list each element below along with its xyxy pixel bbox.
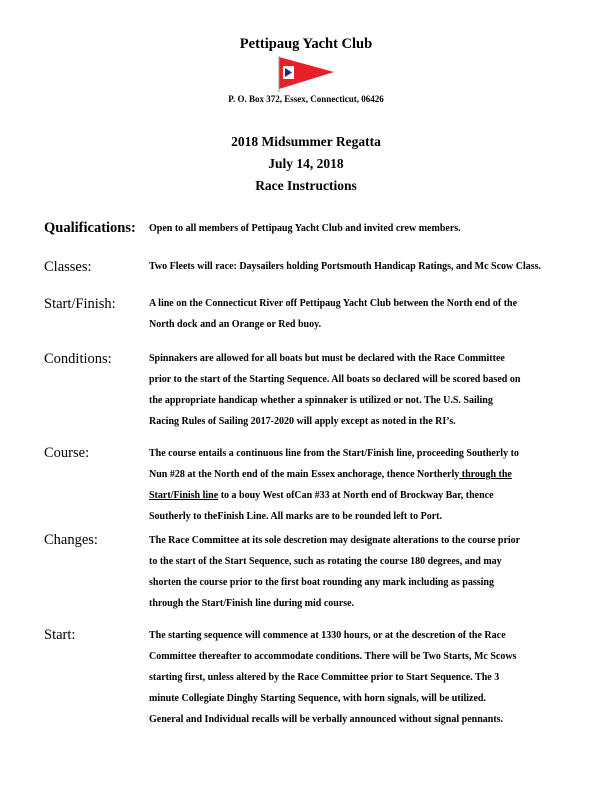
qualifications-line: Open to all members of Pettipaug Yacht Club and invited crew members. — [149, 223, 461, 234]
course-line-segment: to a bouy West ofCan #33 at North end of Brockway Bar, thence — [218, 490, 494, 501]
pennant-flag-icon — [277, 56, 335, 92]
start-line: Committee thereafter to accommodate conditions. There will be Two Starts, Mc Scows — [149, 651, 517, 662]
qualifications-text — [149, 218, 579, 239]
course-underlined-segment: through the — [459, 469, 512, 480]
conditions-label: Conditions: — [44, 351, 112, 367]
conditions-line: Spinnakers are allowed for all boats but must be declared with the Race Committee — [149, 353, 505, 364]
course-line — [149, 464, 579, 485]
changes-text — [149, 530, 579, 614]
changes-line: shorten the course prior to the first boat rounding any mark including as passing — [149, 577, 494, 588]
conditions-text — [149, 348, 579, 432]
course-text — [149, 443, 579, 527]
start-finish-line: A line on the Connecticut River off Pettipaug Yacht Club between the North end of the — [149, 298, 518, 309]
qualifications-label: Qualifications: — [44, 220, 136, 236]
start-finish-label: Start/Finish: — [44, 296, 116, 312]
course-line-segment: Nun #28 at the North end of the main Essex anchorage, thence Northerly — [149, 469, 460, 480]
changes-line: to the start of the Start Sequence, such as rotating the course 180 degrees, and may — [149, 556, 502, 567]
course-line: The course entails a continuous line from the Start/Finish line, proceeding Southerly to — [149, 448, 519, 459]
start-text — [149, 625, 579, 730]
changes-label: Changes: — [44, 532, 98, 548]
start-finish-text — [149, 293, 579, 335]
changes-line: through the Start/Finish line during mid course. — [149, 598, 355, 609]
club-name: Pettipaug Yacht Club — [239, 36, 373, 52]
course-label: Course: — [44, 445, 90, 461]
start-line: starting first, unless altered by the Race Committee prior to Start Sequence. The 3 — [149, 672, 500, 683]
start-line: minute Collegiate Dinghy Starting Sequence, with horn signals, will be utilized. — [149, 693, 486, 704]
start-finish-line: North dock and an Orange or Red buoy. — [149, 319, 322, 330]
classes-line: Two Fleets will race: Daysailers holding Portsmouth Handicap Ratings, and Mc Scow Class. — [149, 261, 542, 272]
classes-text — [149, 256, 579, 277]
event-date: July 14, 2018 — [268, 156, 344, 171]
conditions-line: the appropriate handicap whether a spinnaker is utilized or not. The U.S. Sailing — [149, 395, 493, 406]
event-name: 2018 Midsummer Regatta — [231, 134, 381, 149]
start-line: General and Individual recalls will be verbally announced without signal pennants. — [149, 714, 504, 725]
conditions-line: Racing Rules of Sailing 2017-2020 will apply except as noted in the RI’s. — [149, 416, 456, 427]
document-title: Race Instructions — [255, 178, 357, 193]
start-label: Start: — [44, 627, 76, 643]
start-line: The starting sequence will commence at 1330 hours, or at the descretion of the Race — [149, 630, 506, 641]
conditions-line: prior to the start of the Starting Sequence. All boats so declared will be scored based on — [149, 374, 521, 385]
course-line: Southerly to theFinish Line. All marks are to be rounded left to Port. — [149, 511, 442, 522]
club-address: P. O. Box 372, Essex, Connecticut, 06426 — [228, 94, 384, 104]
classes-label: Classes: — [44, 259, 92, 275]
course-line — [149, 485, 579, 506]
changes-line: The Race Committee at its sole descretion may designate alterations to the course prior — [149, 535, 521, 546]
course-underlined-segment: Start/Finish line — [149, 490, 219, 501]
